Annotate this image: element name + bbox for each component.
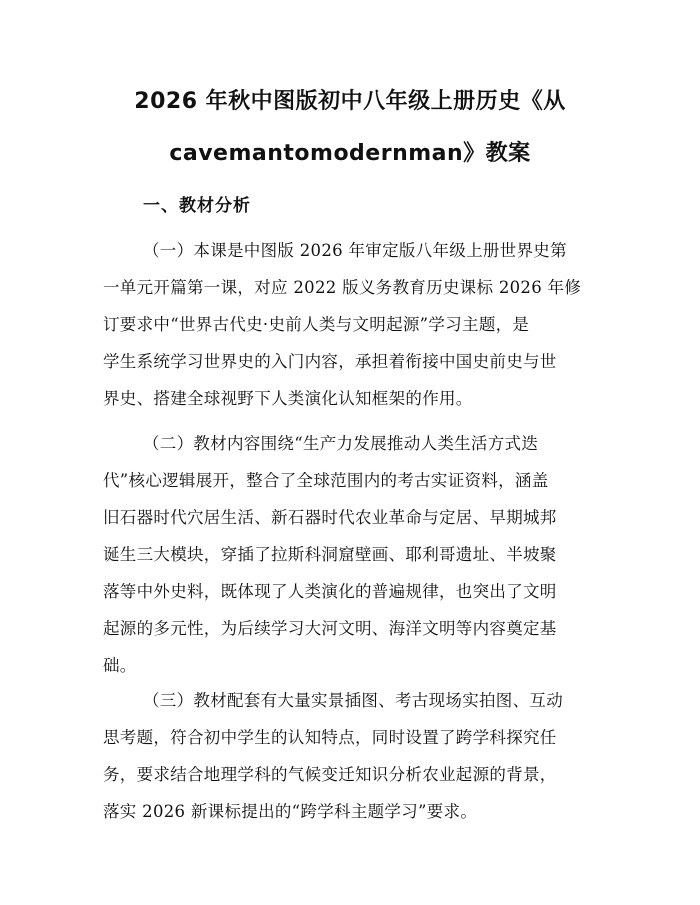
paragraph-line: （三）教材配套有大量实景插图、考古现场实拍图、互动 xyxy=(143,691,563,710)
paragraph-3 xyxy=(103,682,623,830)
paragraph-line: 学生系统学习世界史的入门内容，承担着衔接中国史前史与世 xyxy=(103,352,557,371)
paragraph-2 xyxy=(103,425,623,684)
section-heading: 一、教材分析 xyxy=(143,196,251,216)
paragraph-1 xyxy=(103,232,623,417)
paragraph-line: 旧石器时代穴居生活、新石器时代农业革命与定居、早期城邦 xyxy=(103,508,557,527)
paragraph-line: 订要求中“世界古代史·史前人类与文明起源”学习主题，是 xyxy=(103,315,530,334)
document-title-line-1: 2026 年秋中图版初中八年级上册历史《从 xyxy=(134,89,566,114)
paragraph-line: 一单元开篇第一课，对应 2022 版义务教育历史课标 2026 年修 xyxy=(103,278,582,297)
paragraph-line: 务，要求结合地理学科的气候变迁知识分析农业起源的背景， xyxy=(103,765,557,784)
paragraph-line: 落等中外史料，既体现了人类演化的普遍规律，也突出了文明 xyxy=(103,582,557,601)
paragraph-line: 础。 xyxy=(103,656,137,675)
paragraph-line: （二）教材内容围绕“生产力发展推动人类生活方式迭 xyxy=(143,434,539,453)
paragraph-line: 起源的多元性，为后续学习大河文明、海洋文明等内容奠定基 xyxy=(103,619,557,638)
paragraph-line: （一）本课是中图版 2026 年审定版八年级上册世界史第 xyxy=(143,241,567,260)
paragraph-line: 诞生三大模块，穿插了拉斯科洞窟壁画、耶利哥遗址、半坡聚 xyxy=(103,545,557,564)
paragraph-line: 思考题，符合初中学生的认知特点，同时设置了跨学科探究任 xyxy=(103,728,557,747)
paragraph-line: 界史、搭建全球视野下人类演化认知框架的作用。 xyxy=(103,389,473,408)
paragraph-line: 代”核心逻辑展开，整合了全球范围内的考古实证资料，涵盖 xyxy=(103,471,549,490)
document-title-line-2: cavemantomodernman》教案 xyxy=(169,141,531,166)
paragraph-line: 落实 2026 新课标提出的“跨学科主题学习”要求。 xyxy=(103,802,478,821)
